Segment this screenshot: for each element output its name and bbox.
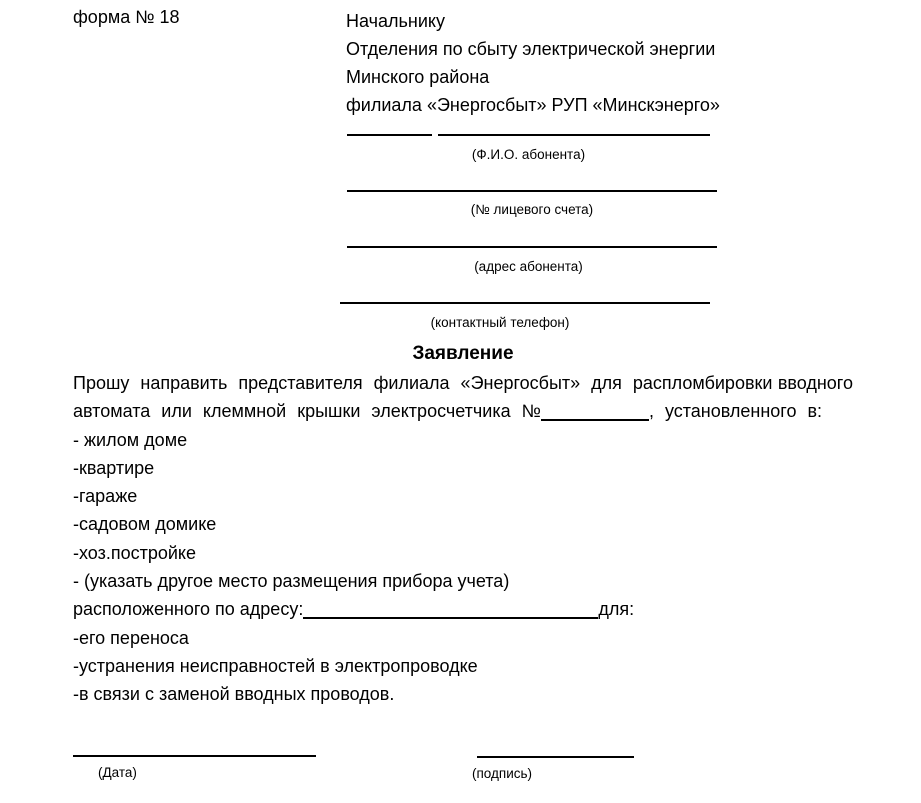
address-fill-before: расположенного по адресу: bbox=[73, 599, 304, 620]
signature-label: (подпись) bbox=[472, 766, 533, 781]
account-field-label: (№ лицевого счета) bbox=[470, 202, 594, 217]
addressee-line-2: Отделения по сбыту электрической энергии bbox=[346, 39, 716, 59]
location-option: -садовом домике bbox=[73, 514, 217, 535]
date-label: (Дата) bbox=[98, 765, 137, 780]
location-option: -хоз.постройке bbox=[73, 542, 197, 563]
address-fill-line bbox=[73, 595, 853, 623]
meter-number-blank bbox=[541, 399, 649, 421]
addressee-line-1: Начальнику bbox=[346, 11, 445, 31]
request-line-1-main: Прошу направить представителя филиала «Энергосбыт» для распломбировки bbox=[73, 373, 773, 393]
fio-field-label: (Ф.И.О. абонента) bbox=[471, 147, 586, 162]
request-line-1 bbox=[73, 369, 853, 397]
form-number-label: форма № 18 bbox=[73, 7, 180, 27]
address-fill-blank bbox=[303, 597, 598, 619]
request-line-1-end: вводного bbox=[777, 373, 853, 393]
purpose-option: -его переноса bbox=[73, 627, 189, 648]
request-line-2-after: , установленного в: bbox=[648, 401, 823, 422]
date-blank-line bbox=[73, 755, 316, 757]
address-fill-after: для: bbox=[598, 599, 635, 620]
account-blank-line bbox=[347, 190, 717, 192]
request-line-2 bbox=[73, 397, 853, 425]
location-option: -квартире bbox=[73, 457, 155, 478]
purpose-option: -в связи с заменой вводных проводов. bbox=[73, 684, 395, 705]
request-body bbox=[73, 369, 853, 709]
fio-blank-line-short bbox=[347, 134, 432, 136]
fio-blank-line bbox=[438, 134, 710, 136]
document-title: Заявление bbox=[412, 343, 514, 364]
location-option: - (указать другое место размещения прибора учета) bbox=[73, 571, 510, 592]
addressee-line-3: Минского района bbox=[346, 67, 490, 87]
addressee-block bbox=[346, 7, 726, 119]
address-blank-line bbox=[347, 246, 717, 248]
addressee-line-4: филиала «Энергосбыт» РУП «Минскэнерго» bbox=[346, 95, 720, 115]
request-line-2-before: автомата или клеммной крышки электросчетчика № bbox=[73, 401, 541, 422]
phone-field-label: (контактный телефон) bbox=[430, 315, 570, 330]
location-option: - жилом доме bbox=[73, 429, 188, 450]
phone-blank-line bbox=[340, 302, 710, 304]
address-field-label: (адрес абонента) bbox=[474, 259, 583, 274]
signature-blank-line bbox=[477, 756, 634, 758]
purpose-option: -устранения неисправностей в электропроводке bbox=[73, 655, 478, 676]
location-option: -гараже bbox=[73, 486, 138, 507]
